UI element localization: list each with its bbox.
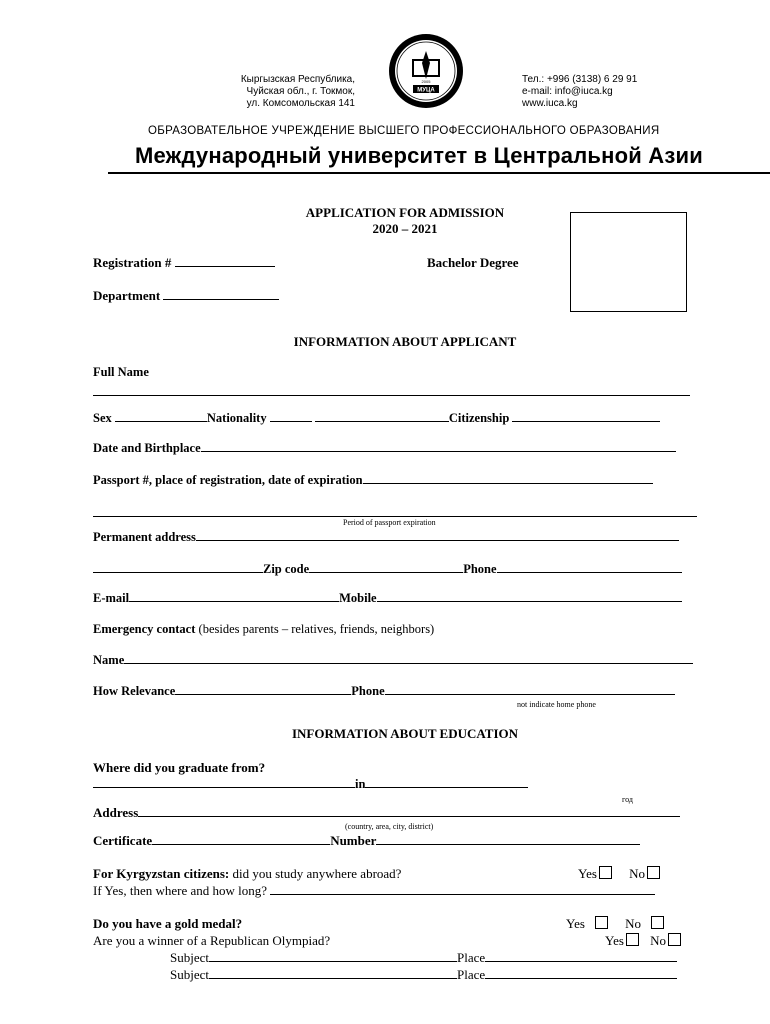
birth-line[interactable] [201, 441, 676, 452]
address-line: Чуйская обл., г. Токмок, [246, 86, 355, 97]
relevance-label: How Relevance [93, 684, 176, 698]
zip-line[interactable] [309, 562, 463, 573]
university-name: Международный университет в Центральной Азии [135, 143, 703, 168]
sex-line[interactable] [115, 411, 207, 422]
nationality-line[interactable] [270, 411, 312, 422]
emergency-label: Emergency contact [93, 622, 196, 636]
subject-line[interactable] [209, 968, 457, 979]
full-name-label: Full Name [93, 365, 149, 379]
contact-name-line[interactable] [124, 653, 693, 664]
mobile-line[interactable] [377, 591, 682, 602]
olympiad-yes-checkbox[interactable] [626, 933, 639, 946]
permanent-address-label: Permanent address [93, 530, 196, 544]
relevance-line[interactable] [175, 684, 351, 695]
relevance-row [93, 684, 675, 699]
birth-row [93, 441, 676, 456]
sex-nationality-row [93, 411, 693, 426]
place-label: Place [457, 950, 486, 965]
institution-type: ОБРАЗОВАТЕЛЬНОЕ УЧРЕЖДЕНИЕ ВЫСШЕГО ПРОФЕССИОНАЛЬНОГО ОБРАЗОВАНИЯ [148, 125, 660, 137]
certificate-label: Certificate [93, 833, 153, 848]
contact-line: www.iuca.kg [522, 98, 578, 109]
in-label: in [355, 777, 366, 791]
department-line[interactable] [163, 289, 279, 300]
olympiad-no-label: No [650, 933, 667, 948]
graduate-school-line[interactable] [93, 777, 355, 788]
graduate-label: Where did you graduate from? [93, 760, 266, 775]
abroad-options [578, 866, 660, 882]
where-line[interactable] [270, 884, 655, 895]
degree-label: Bachelor Degree [427, 255, 519, 270]
phone-line[interactable] [497, 562, 682, 573]
citizenship-label: Citizenship [448, 411, 510, 425]
education-section-heading: INFORMATION ABOUT EDUCATION [291, 726, 519, 741]
phone-label: Phone [463, 562, 497, 576]
abroad-no-checkbox[interactable] [647, 866, 660, 879]
graduate-year-line[interactable] [365, 777, 528, 788]
zip-phone-row [93, 562, 682, 577]
place-label: Place [457, 967, 486, 982]
certificate-row [93, 833, 640, 849]
number-label: Number [330, 833, 377, 848]
olympiad-no-checkbox[interactable] [668, 933, 681, 946]
university-logo [388, 33, 464, 109]
email-line[interactable] [129, 591, 339, 602]
graduate-row [93, 777, 528, 792]
registration-label: Registration # [93, 255, 172, 270]
contact-line: Тел.: +996 (3138) 6 29 91 [522, 74, 638, 85]
contact-block [522, 74, 732, 110]
form-title: APPLICATION FOR ADMISSION [305, 205, 505, 220]
number-line[interactable] [376, 834, 640, 845]
passport-row [93, 473, 653, 488]
nationality-label: Nationality [206, 411, 267, 425]
subject-row-2 [170, 967, 677, 983]
medal-options [566, 916, 664, 932]
address-line: ул. Комсомольская 141 [246, 98, 355, 109]
kg-label: For Kyrgyzstan citizens: [93, 866, 230, 881]
address-label: Address [93, 805, 139, 820]
contact-line: e-mail: info@iuca.kg [522, 86, 613, 97]
abroad-yes-checkbox[interactable] [599, 866, 612, 879]
year-note: год [622, 795, 633, 804]
contact-name-row [93, 653, 693, 668]
subject-line[interactable] [209, 951, 457, 962]
passport-note: Period of passport expiration [343, 518, 436, 527]
where-label: If Yes, then where and how long? [93, 883, 268, 898]
contact-name-label: Name [93, 653, 125, 667]
abroad-no-label: No [629, 866, 646, 881]
email-label: E-mail [93, 591, 130, 605]
logo-year: 2005 [421, 79, 431, 84]
permanent-address-row [93, 530, 679, 545]
full-name-line[interactable] [93, 395, 690, 396]
department-field[interactable] [93, 288, 279, 304]
address-cont-line[interactable] [93, 562, 263, 573]
zip-label: Zip code [263, 562, 310, 576]
contact-phone-label: Phone [351, 684, 385, 698]
certificate-line[interactable] [152, 834, 330, 845]
abroad-where-row [93, 883, 655, 899]
olympiad-label: Are you a winner of a Republican Olympiad? [93, 933, 331, 948]
department-label: Department [93, 288, 161, 303]
mobile-label: Mobile [339, 591, 377, 605]
phone-note: not indicate home phone [517, 700, 596, 709]
header-divider [108, 172, 770, 174]
form-year: 2020 – 2021 [372, 221, 438, 236]
medal-yes-label: Yes [566, 916, 585, 931]
address-line: Кыргызская Республика, [240, 74, 355, 85]
medal-no-checkbox[interactable] [651, 916, 664, 929]
olympiad-yes-label: Yes [605, 933, 624, 948]
abroad-yes-label: Yes [578, 866, 597, 881]
address-line[interactable] [138, 806, 680, 817]
photo-box[interactable] [570, 212, 687, 312]
address-note: (country, area, city, district) [345, 822, 434, 831]
registration-line[interactable] [175, 256, 275, 267]
olympiad-options [605, 933, 681, 949]
subject-label: Subject [170, 967, 209, 982]
logo-abbr: МУЦА [417, 87, 435, 94]
medal-yes-checkbox[interactable] [595, 916, 608, 929]
medal-label: Do you have a gold medal? [93, 916, 243, 931]
permanent-address-line[interactable] [196, 530, 679, 541]
subject-label: Subject [170, 950, 209, 965]
place-line[interactable] [485, 951, 677, 962]
applicant-section-heading: INFORMATION ABOUT APPLICANT [293, 334, 517, 349]
address-block [150, 74, 355, 110]
citizenship-line[interactable] [512, 411, 660, 422]
passport-line[interactable] [363, 473, 653, 484]
emergency-row [93, 622, 434, 637]
registration-field[interactable] [93, 255, 275, 271]
place-line[interactable] [485, 968, 677, 979]
abroad-question [93, 866, 401, 882]
contact-phone-line[interactable] [385, 684, 675, 695]
passport-line-2[interactable] [93, 516, 697, 517]
birth-label: Date and Birthplace [93, 441, 201, 455]
email-mobile-row [93, 591, 682, 606]
kg-question: did you study anywhere abroad? [232, 866, 402, 881]
passport-label: Passport #, place of registration, date of expiration [93, 473, 363, 487]
address-row [93, 805, 680, 821]
emergency-note: (besides parents – relatives, friends, neighbors) [198, 622, 435, 636]
sex-label: Sex [93, 411, 112, 425]
subject-row-1 [170, 950, 677, 966]
medal-no-label: No [625, 916, 642, 931]
nationality-line-2[interactable] [315, 411, 449, 422]
